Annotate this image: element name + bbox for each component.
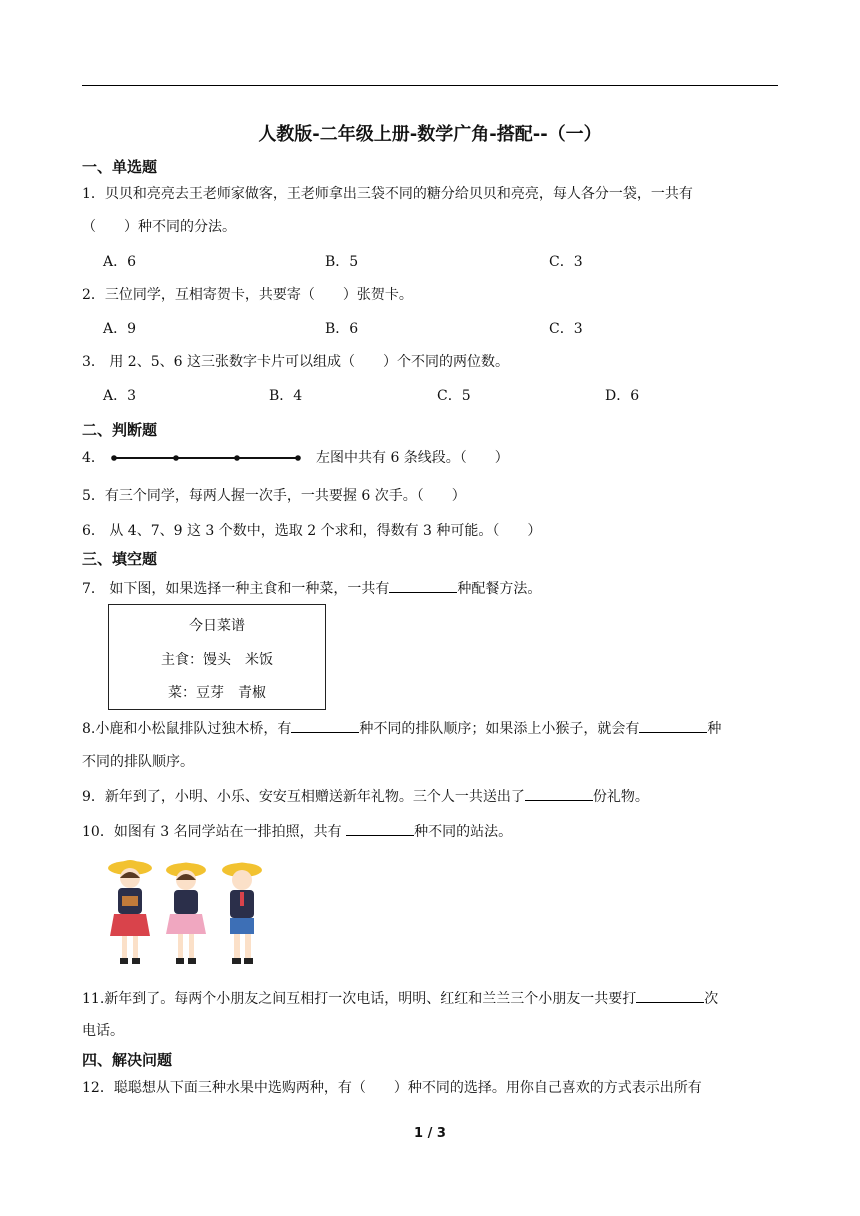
section-heading-single-choice: 一、单选题	[82, 158, 158, 176]
q11-text-post: 次	[704, 991, 719, 1007]
q8-text-post: 种	[707, 721, 722, 737]
q1-option-c[interactable]: C．3	[549, 254, 583, 270]
q9-text-pre: 9．新年到了，小明、小乐、安安互相赠送新年礼物。三个人一共送出了	[82, 789, 525, 805]
q1-text-line1: 1．贝贝和亮亮去王老师家做客，王老师拿出三袋不同的糖分给贝贝和亮亮，每人各分一袋，一共有	[82, 186, 693, 202]
q10-text	[82, 821, 512, 842]
student-girl-pink-skirt	[166, 863, 206, 965]
q1-text-line2: （ ）种不同的分法。	[82, 219, 236, 235]
segment-point	[295, 455, 301, 461]
q11-answer-blank[interactable]	[636, 988, 704, 1003]
q11-text-pre: 11.新年到了。每两个小朋友之间互相打一次电话，明明、红红和兰兰三个小朋友一共要打	[82, 991, 637, 1007]
q3-option-a[interactable]: A．3	[103, 388, 137, 404]
section-heading-problem-solving: 四、解决问题	[82, 1051, 173, 1069]
q10-answer-blank[interactable]	[346, 821, 414, 836]
q11-text-line1	[82, 988, 718, 1009]
q8-answer-blank-1[interactable]	[291, 718, 359, 733]
q10-text-post: 种不同的站法。	[414, 824, 513, 840]
q2-option-b[interactable]: B．6	[325, 321, 359, 337]
q3-option-b[interactable]: B．4	[269, 388, 303, 404]
page-number: 1 / 3	[414, 1126, 446, 1141]
q7-text-pre: 7． 如下图，如果选择一种主食和一种菜，一共有	[82, 581, 390, 597]
q8-text-line2: 不同的排队顺序。	[82, 754, 194, 770]
menu-staple: 主食：馒头 米饭	[161, 652, 273, 668]
q3-option-c[interactable]: C．5	[437, 388, 471, 404]
q10-text-pre: 10．如图有 3 名同学站在一排拍照，共有	[82, 824, 347, 840]
q6-text: 6． 从 4、7、9 这 3 个数中，选取 2 个求和，得数有 3 种可能。（ ）	[82, 523, 542, 539]
q7-text-post: 种配餐方法。	[457, 581, 542, 597]
q9-text-post: 份礼物。	[592, 789, 649, 805]
q4-number: 4．	[82, 450, 105, 466]
segment-point	[234, 455, 240, 461]
q3-option-d[interactable]: D．6	[605, 388, 640, 404]
section-heading-true-false: 二、判断题	[82, 421, 158, 439]
segment-point	[173, 455, 179, 461]
menu-dish: 菜：豆芽 青椒	[168, 685, 266, 701]
q1-option-a[interactable]: A．6	[103, 254, 137, 270]
q2-option-a[interactable]: A．9	[103, 321, 137, 337]
q7-text	[82, 578, 541, 599]
q9-answer-blank[interactable]	[525, 786, 593, 801]
q8-text-line1	[82, 718, 721, 739]
header-rule	[82, 85, 778, 86]
menu-title: 今日菜谱	[189, 618, 245, 634]
q5-text: 5．有三个同学，每两人握一次手，一共要握 6 次手。（ ）	[82, 488, 466, 504]
section-heading-fill-blank: 三、填空题	[82, 550, 158, 568]
line-segment-figure	[108, 451, 304, 465]
q9-text	[82, 786, 649, 807]
q4-text: 左图中共有 6 条线段。（ ）	[316, 450, 509, 466]
page-title: 人教版-二年级上册-数学广角-搭配--（一）	[258, 124, 602, 145]
q11-text-line2: 电话。	[82, 1023, 124, 1039]
q8-text-mid: 种不同的排队顺序；如果添上小猴子，就会有	[359, 721, 640, 737]
q1-option-b[interactable]: B．5	[325, 254, 359, 270]
q2-option-c[interactable]: C．3	[549, 321, 583, 337]
q2-text: 2．三位同学，互相寄贺卡，共要寄（ ）张贺卡。	[82, 287, 413, 303]
q12-text: 12．聪聪想从下面三种水果中选购两种，有（ ）种不同的选择。用你自己喜欢的方式表示出所有	[82, 1080, 702, 1096]
q8-answer-blank-2[interactable]	[639, 718, 707, 733]
q8-text-pre: 8.小鹿和小松鼠排队过独木桥，有	[82, 721, 292, 737]
menu-box	[108, 604, 326, 710]
student-boy-blue-shorts	[222, 863, 262, 965]
q3-text: 3． 用 2、5、6 这三张数字卡片可以组成（ ）个不同的两位数。	[82, 354, 509, 370]
student-girl-red-skirt	[108, 860, 152, 964]
three-students-illustration	[100, 854, 270, 972]
segment-point	[111, 455, 117, 461]
q7-answer-blank[interactable]	[389, 578, 457, 593]
